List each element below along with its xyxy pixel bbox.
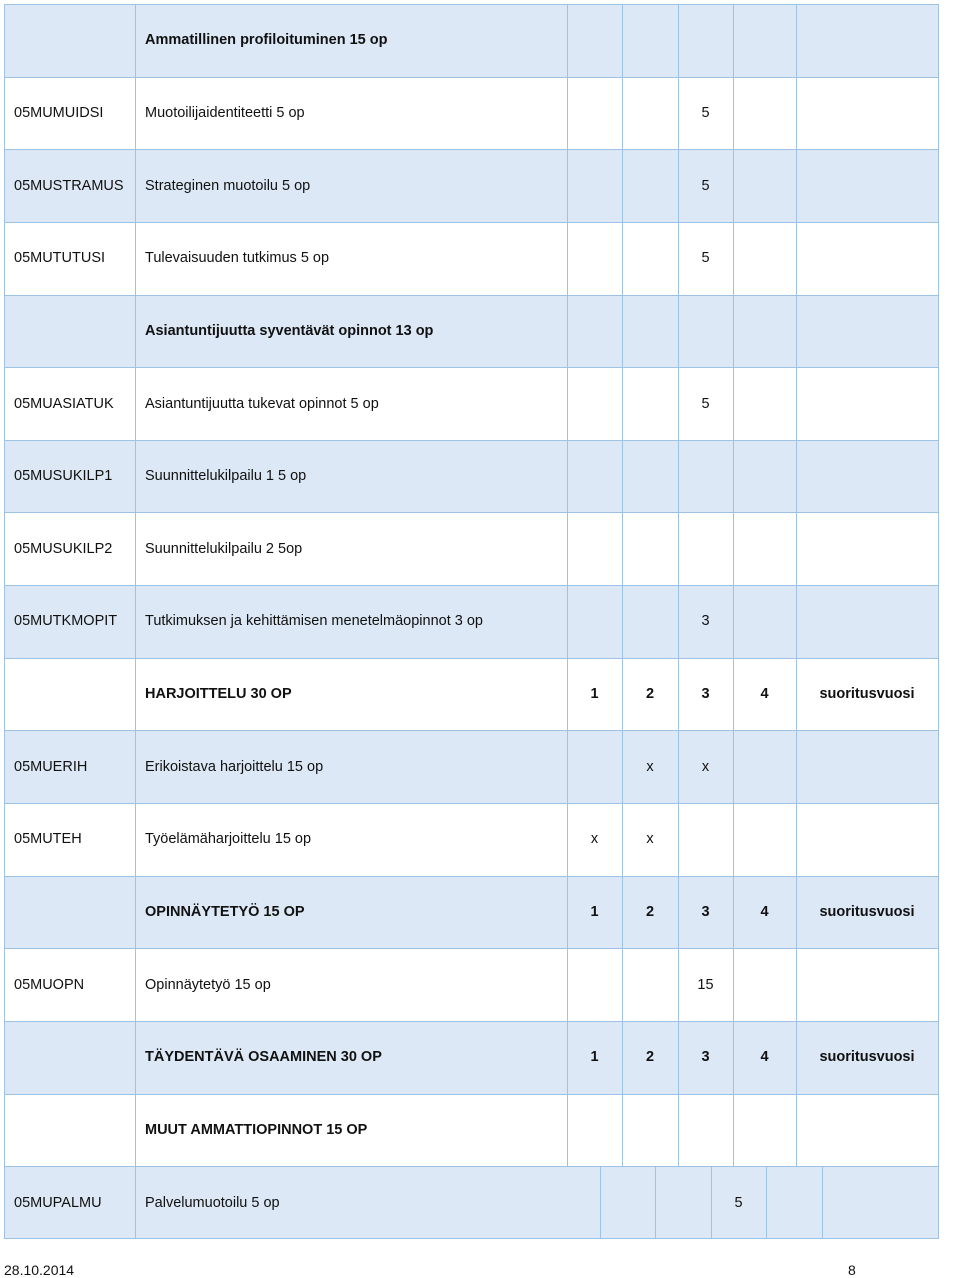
column-border <box>796 295 797 368</box>
table-row <box>4 367 938 440</box>
course-code: 05MUTKMOPIT <box>14 613 118 630</box>
column-border <box>4 1021 5 1094</box>
year-4-cell: 4 <box>760 904 769 920</box>
section-title: Ammatillinen profiloituminen 15 op <box>145 32 388 49</box>
year-3-cell: 15 <box>697 976 714 993</box>
column-border <box>4 4 5 77</box>
column-border <box>796 149 797 222</box>
column-border <box>678 440 679 513</box>
course-name: Suunnittelukilpailu 2 5op <box>145 540 303 557</box>
column-border <box>733 803 734 876</box>
column-border <box>796 440 797 513</box>
column-border <box>733 295 734 368</box>
table-row <box>4 295 938 368</box>
table-row <box>4 4 938 77</box>
column-border <box>622 367 623 440</box>
column-border <box>938 803 939 876</box>
column-border <box>733 4 734 77</box>
year-3-cell: x <box>701 758 710 775</box>
column-border <box>733 585 734 658</box>
course-code: 05MUSUKILP2 <box>14 540 113 557</box>
year-3-cell: 5 <box>701 250 710 267</box>
column-border <box>766 1166 767 1239</box>
column-border <box>655 1166 656 1239</box>
course-name: Strateginen muotoilu 5 op <box>145 177 311 194</box>
year-3-cell: 3 <box>701 686 710 703</box>
column-border <box>622 4 623 77</box>
column-border <box>938 295 939 368</box>
column-border <box>622 1094 623 1167</box>
column-border <box>4 876 5 949</box>
course-code: 05MUSUKILP1 <box>14 468 113 485</box>
column-border <box>733 512 734 585</box>
column-border <box>938 730 939 803</box>
row-border <box>4 1238 938 1239</box>
year-2-cell: x <box>646 831 654 848</box>
course-name: Tulevaisuuden tutkimus 5 op <box>145 250 330 267</box>
table-row <box>4 440 938 513</box>
year-2-cell: 2 <box>645 904 655 920</box>
curriculum-table <box>4 4 938 1239</box>
table-row <box>4 1094 938 1167</box>
column-border <box>678 1094 679 1167</box>
column-border <box>938 585 939 658</box>
completion-year-header: suoritusvuosi <box>819 686 915 703</box>
column-border <box>622 512 623 585</box>
column-border <box>733 948 734 1021</box>
course-name: Muotoilijaidentiteetti 5 op <box>145 104 305 121</box>
year-3-cell: 3 <box>701 1049 710 1066</box>
course-name: Erikoistava harjoittelu 15 op <box>145 758 324 775</box>
table-row <box>4 803 938 876</box>
table-row <box>4 948 938 1021</box>
table-row <box>4 512 938 585</box>
column-border <box>796 367 797 440</box>
column-border <box>796 77 797 150</box>
column-border <box>938 4 939 77</box>
column-border <box>733 222 734 295</box>
table-row <box>4 658 938 731</box>
course-code: 05MUTUTUSI <box>14 250 106 267</box>
completion-year-header: suoritusvuosi <box>819 904 915 920</box>
column-border <box>938 1021 939 1094</box>
column-border <box>938 222 939 295</box>
course-code: 05MUPALMU <box>14 1194 102 1211</box>
column-border <box>938 1166 939 1239</box>
column-border <box>678 512 679 585</box>
section-header-title: HARJOITTELU 30 OP <box>145 686 292 703</box>
course-name: Opinnäytetyö 15 op <box>145 976 271 993</box>
column-border <box>938 440 939 513</box>
year-1-cell: 1 <box>590 686 599 703</box>
column-border <box>796 4 797 77</box>
year-3-cell: 3 <box>701 613 710 630</box>
column-border <box>938 948 939 1021</box>
year-3-cell: 5 <box>701 177 710 194</box>
column-border <box>938 512 939 585</box>
column-border <box>796 512 797 585</box>
year-3-cell: 5 <box>701 104 710 121</box>
column-border <box>622 440 623 513</box>
course-name: Palvelumuotoilu 5 op <box>145 1194 280 1211</box>
course-name: Asiantuntijuutta tukevat opinnot 5 op <box>145 395 379 412</box>
section-header-title: TÄYDENTÄVÄ OSAAMINEN 30 OP <box>145 1049 382 1066</box>
column-border <box>4 1094 5 1167</box>
course-code: 05MUOPN <box>14 976 85 993</box>
course-name: Suunnittelukilpailu 1 5 op <box>145 468 307 485</box>
column-border <box>796 803 797 876</box>
section-title: MUUT AMMATTIOPINNOT 15 OP <box>145 1121 368 1138</box>
year-4-cell: 4 <box>760 1049 769 1066</box>
column-border <box>622 77 623 150</box>
course-name: Työelämäharjoittelu 15 op <box>145 831 312 848</box>
column-border <box>4 295 5 368</box>
table-row <box>4 77 938 150</box>
completion-year-header: suoritusvuosi <box>819 1049 915 1066</box>
column-border <box>938 876 939 949</box>
column-border <box>938 658 939 731</box>
column-border <box>678 295 679 368</box>
year-4-cell: 4 <box>760 686 769 703</box>
table-row <box>4 149 938 222</box>
column-border <box>678 803 679 876</box>
year-2-cell: 2 <box>645 1049 655 1066</box>
year-2-cell: 2 <box>645 686 655 703</box>
section-header-title: OPINNÄYTETYÖ 15 OP <box>145 904 305 920</box>
column-border <box>622 585 623 658</box>
table-row <box>4 876 938 949</box>
year-3-cell: 3 <box>701 904 710 920</box>
year-3-cell: 5 <box>701 395 710 412</box>
section-title: Asiantuntijuutta syventävät opinnot 13 op <box>145 322 434 339</box>
course-code: 05MUASIATUK <box>14 395 114 412</box>
table-row <box>4 222 938 295</box>
column-border <box>733 77 734 150</box>
year-2-cell: x <box>646 758 654 775</box>
column-border <box>822 1166 823 1239</box>
column-border <box>622 295 623 368</box>
column-border <box>733 1094 734 1167</box>
column-border <box>733 149 734 222</box>
course-code: 05MUSTRAMUS <box>14 177 124 194</box>
column-border <box>678 4 679 77</box>
column-border <box>622 948 623 1021</box>
year-1-cell: 1 <box>590 1049 599 1066</box>
column-border <box>622 149 623 222</box>
course-name: Tutkimuksen ja kehittämisen menetelmäopinnot 3 op <box>145 613 483 630</box>
course-code: 05MUERIH <box>14 758 88 775</box>
column-border <box>796 585 797 658</box>
column-border <box>733 440 734 513</box>
table-row <box>4 730 938 803</box>
column-border <box>938 1094 939 1167</box>
column-border <box>796 222 797 295</box>
footer-page-number: 8 <box>848 1262 856 1278</box>
column-border <box>733 730 734 803</box>
column-border <box>733 367 734 440</box>
table-row <box>4 585 938 658</box>
column-border <box>796 1094 797 1167</box>
table-row <box>4 1021 938 1094</box>
column-border <box>622 222 623 295</box>
column-border <box>938 77 939 150</box>
column-border <box>796 948 797 1021</box>
column-border <box>796 730 797 803</box>
year-3-cell: 5 <box>734 1194 743 1211</box>
column-border <box>938 367 939 440</box>
course-code: 05MUTEH <box>14 831 82 848</box>
column-border <box>938 149 939 222</box>
course-code: 05MUMUIDSI <box>14 104 104 121</box>
year-1-cell: x <box>590 831 599 848</box>
year-1-cell: 1 <box>590 904 599 920</box>
column-border <box>4 658 5 731</box>
table-row <box>4 1166 938 1239</box>
footer-date: 28.10.2014 <box>4 1262 75 1278</box>
